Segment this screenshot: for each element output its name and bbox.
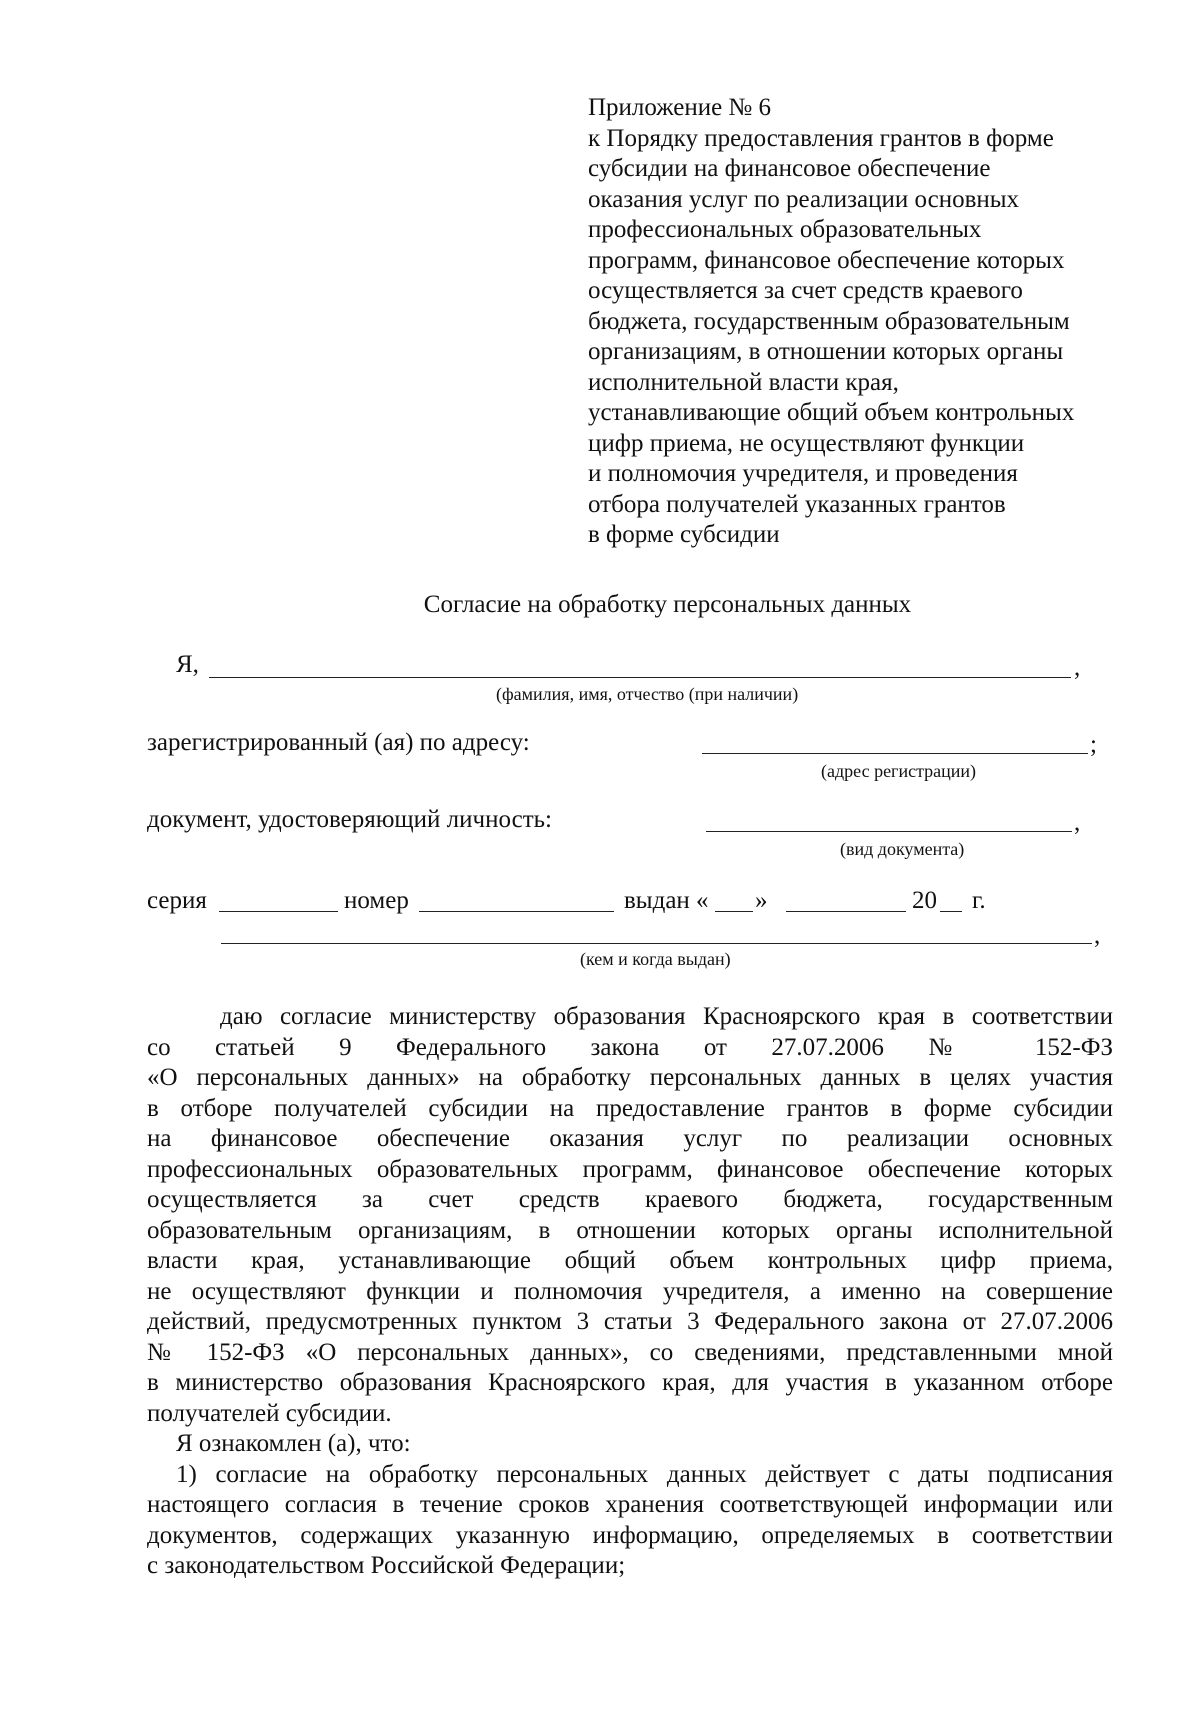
body-line: получателей субсидии. [147,1399,392,1427]
year-prefix: 20 [912,887,937,914]
body-line: со статьей 9 Федерального закона от 27.07.2006 № 152-ФЗ [147,1033,1113,1061]
body-line: № 152-ФЗ «О персональных данных», со сведениями, представленными мной [147,1338,1113,1366]
acknowledgement-line: Я ознакомлен (а), что: [176,1430,411,1457]
appendix-line: устанавливающие общий объем контрольных [588,399,1075,426]
document-comma: , [1074,809,1081,836]
issued-by-comma: , [1094,922,1101,949]
i-label: Я, [176,651,199,678]
appendix-line: Приложение № 6 [588,94,772,121]
consent-body [147,1002,1113,1582]
appendix-line: к Порядку предоставления грантов в форме [588,124,1054,152]
appendix-line: бюджета, государственным образовательным [588,307,1070,335]
appendix-line: субсидии на финансовое обеспечение [588,155,991,182]
number-label: номер [344,887,409,914]
appendix-line: отбора получателей указанных грантов [588,490,1006,518]
series-field-line[interactable] [219,911,338,912]
body-line: власти края, устанавливающие общий объем контрольных цифр приема, [147,1247,1113,1274]
body-line: 1) согласие на обработку персональных данных действует с даты подписания [176,1460,1113,1488]
appendix-line: осуществляется за счет средств краевого [588,277,1023,304]
body-line: настоящего согласия в течение сроков хранения соответствующей информации или [147,1491,1113,1518]
document-caption: (вид документа) [840,839,965,859]
appendix-line: оказания услуг по реализации основных [588,185,1020,213]
appendix-line: в форме субсидии [588,521,780,548]
body-line: образовательным организациям, в отношении которых органы исполнительной [147,1216,1113,1244]
issued-quote-close: » [755,887,768,914]
body-line: профессиональных образовательных программ, финансовое обеспечение которых [147,1155,1113,1183]
body-line: в министерство образования Красноярского края, для участия в указанном отборе [147,1369,1113,1396]
issued-label: выдан « [624,887,709,914]
issued-month-field-line[interactable] [786,911,906,912]
appendix-line: программ, финансовое обеспечение которых [588,246,1065,274]
document-label: документ, удостоверяющий личность: [147,806,552,833]
appendix-line: профессиональных образовательных [588,216,982,243]
appendix-line: организациям, в отношении которых органы [588,338,1064,365]
appendix-line: и полномочия учредителя, и проведения [588,460,1018,487]
body-line: документов, содержащих указанную информацию, определяемых в соответствии [147,1521,1113,1549]
body-line: осуществляется за счет средств краевого бюджета, государственным [147,1186,1113,1213]
body-line: даю согласие министерству образования Красноярского края в соответствии [220,1003,1113,1030]
issued-by-caption: (кем и когда выдан) [580,949,731,969]
address-label: зарегистрированный (ая) по адресу: [147,729,530,756]
document-title: Согласие на обработку персональных данных [423,591,912,618]
address-field-line[interactable] [702,753,1088,754]
fio-field-line[interactable] [209,677,1071,678]
body-line: действий, предусмотренных пунктом 3 статьи 3 Федерального закона от 27.07.2006 [147,1308,1113,1335]
body-line: с законодательством Российской Федерации; [147,1552,626,1579]
address-caption: (адрес регистрации) [821,761,977,781]
address-semicolon: ; [1090,731,1097,758]
appendix-line: цифр приема, не осуществляют функции [588,429,1025,457]
issued-by-field-line[interactable] [221,943,1092,944]
year-suffix: г. [972,887,986,914]
number-field-line[interactable] [419,911,614,912]
body-line: не осуществляют функции и полномочия учредителя, а именно на совершение [147,1277,1113,1305]
issued-day-field-line[interactable] [715,911,753,912]
issued-year-field-line[interactable] [940,911,962,912]
document-field-line[interactable] [706,831,1072,832]
body-line: в отборе получателей субсидии на предоставление грантов в форме субсидии [147,1094,1113,1122]
appendix-header [588,93,1128,551]
body-line: на финансовое обеспечение оказания услуг по реализации основных [147,1125,1113,1152]
series-label: серия [147,887,207,914]
appendix-line: исполнительной власти края, [588,368,899,396]
fio-caption: (фамилия, имя, отчество (при наличии) [496,684,799,704]
fio-comma: , [1074,654,1081,681]
body-line: «О персональных данных» на обработку персональных данных в целях участия [147,1064,1113,1091]
